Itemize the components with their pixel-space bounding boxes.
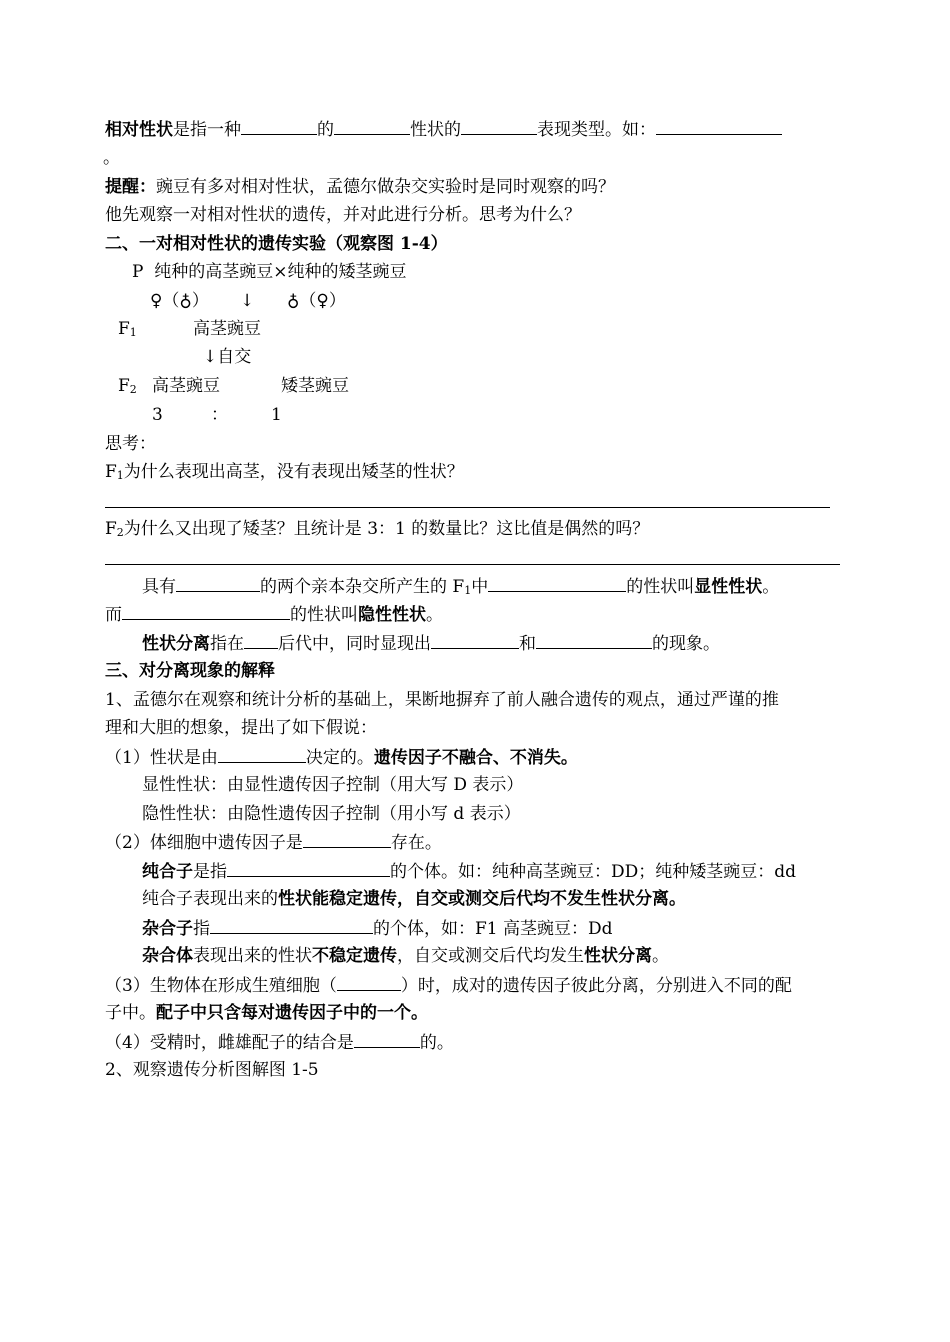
text: 和 xyxy=(519,634,536,654)
down-arrow-icon: ↓ xyxy=(240,291,255,311)
section-3-p1-line2: 理和大胆的想象，提出了如下假说： xyxy=(105,718,377,738)
text: 表现出来的性状 xyxy=(193,946,312,966)
text: 的个体，如：F1 高茎豌豆：Dd xyxy=(373,919,613,939)
text: 是指 xyxy=(193,862,227,882)
f2-sub: 2 xyxy=(129,383,137,396)
blank-homo[interactable] xyxy=(227,860,390,877)
ratio-left: 3 xyxy=(152,405,163,425)
recessive-trait-def: 隐性性状：由隐性遗传因子控制（用小写 d 表示） xyxy=(142,804,521,824)
blank-h2[interactable] xyxy=(303,831,391,848)
text: 决定的。 xyxy=(305,748,374,768)
blank-h1[interactable] xyxy=(218,746,306,763)
term-heterozygote: 杂合子 xyxy=(142,919,193,939)
text: 的性状叫 xyxy=(626,577,695,597)
ratio-right: 1 xyxy=(271,405,282,425)
answer-line-1[interactable] xyxy=(105,507,830,508)
text: 指在 xyxy=(210,634,244,654)
f1-letter: F xyxy=(118,319,130,339)
text: 中 xyxy=(471,577,489,597)
blank-h3[interactable] xyxy=(337,974,401,991)
section-3-p1-line1: 1、孟德尔在观察和统计分析的基础上，果断地摒弃了前人融合遗传的观点，通过严谨的推 xyxy=(105,690,779,710)
selfing-arrow: ↓自交 xyxy=(203,347,252,367)
text: ）时，成对的遗传因子彼此分离，分别进入不同的配 xyxy=(400,976,792,996)
text: 的现象。 xyxy=(652,634,720,654)
q1-text: 为什么表现出高茎，没有表现出矮茎的性状？ xyxy=(123,462,464,482)
answer-line-2[interactable] xyxy=(105,564,840,565)
relative-trait-line xyxy=(105,118,782,141)
think-q2 xyxy=(105,518,649,544)
blank-recessive[interactable] xyxy=(122,603,290,620)
segregation-line xyxy=(142,632,720,655)
term-dominant-trait: 显性性状 xyxy=(694,577,763,597)
hypothesis-3 xyxy=(105,974,792,997)
text: 的。 xyxy=(419,1033,454,1053)
text-bold: 性状能稳定遗传，自交或测交后代均不发生性状分离。 xyxy=(278,889,686,909)
recessive-line xyxy=(105,603,443,626)
sub: 1 xyxy=(464,584,472,597)
blank-1[interactable] xyxy=(241,118,317,135)
text: 而 xyxy=(105,605,122,625)
text: （3）生物体在形成生殖细胞（ xyxy=(105,976,337,996)
gender-left: ♀（♁） xyxy=(150,291,209,311)
dominant-trait-def: 显性性状：由显性遗传因子控制（用大写 D 表示） xyxy=(142,775,524,795)
term-homozygote: 纯合子 xyxy=(142,862,193,882)
q2-letter: F xyxy=(105,519,117,539)
f1-text: 高茎豌豆 xyxy=(193,319,261,339)
blank-h4[interactable] xyxy=(354,1031,420,1048)
heterozygote-line-2 xyxy=(142,945,669,967)
text: 的个体。如：纯种高茎豌豆：DD；纯种矮茎豌豆：dd xyxy=(390,862,797,882)
text-bold: 不稳定遗传 xyxy=(312,946,397,966)
homozygote-line xyxy=(142,860,796,883)
cross-p-line xyxy=(132,261,407,283)
heterozygote-line xyxy=(142,917,613,940)
text: 后代中，同时显现出 xyxy=(278,634,431,654)
hypothesis-1 xyxy=(105,746,578,769)
text: 存在。 xyxy=(390,833,442,853)
blank-2[interactable] xyxy=(334,118,410,135)
blank-seg-2[interactable] xyxy=(431,632,519,649)
q1-sub: 1 xyxy=(116,469,124,482)
blank-dominant-1[interactable] xyxy=(176,575,260,592)
think-label: 思考： xyxy=(105,434,156,454)
blank-het[interactable] xyxy=(210,917,373,934)
text: 是指一种 xyxy=(173,120,241,140)
reminder-line-2: 他先观察一对相对性状的遗传，并对此进行分析。思考为什么？ xyxy=(105,205,581,225)
dominant-line xyxy=(142,575,779,602)
homozygote-line-2 xyxy=(142,888,686,910)
f2-short: 矮茎豌豆 xyxy=(281,376,349,396)
text: （2）体细胞中遗传因子是 xyxy=(105,833,303,853)
text: 的 xyxy=(317,120,334,140)
point-2: 2、观察遗传分析图解图 1-5 xyxy=(105,1060,319,1080)
text: 。 xyxy=(652,946,669,966)
text: 具有 xyxy=(142,577,176,597)
p-label: P xyxy=(132,262,144,282)
section-2-title: 二、一对相对性状的遗传实验（观察图 1-4） xyxy=(105,234,448,254)
q2-sub: 2 xyxy=(116,526,124,539)
blank-example[interactable] xyxy=(656,118,782,135)
reminder-line xyxy=(105,176,615,198)
blank-seg-3[interactable] xyxy=(536,632,652,649)
text-bold: 性状分离 xyxy=(584,946,652,966)
hypothesis-3-line2 xyxy=(105,1002,428,1024)
ratio-colon: ： xyxy=(211,405,228,425)
text: 。 xyxy=(426,605,443,625)
p-text: 纯种的高茎豌豆×纯种的矮茎豌豆 xyxy=(154,262,407,282)
text-bold: 配子中只含每对遗传因子中的一个。 xyxy=(156,1003,428,1023)
text: 的两个亲本杂交所产生的 F xyxy=(260,577,465,597)
text: 表现类型。如： xyxy=(537,120,656,140)
f1-sub: 1 xyxy=(129,326,137,339)
text: ，自交或测交后代均发生 xyxy=(397,946,584,966)
text: 纯合子表现出来的 xyxy=(142,889,278,909)
term-heterozygote-2: 杂合体 xyxy=(142,946,193,966)
q2-text: 为什么又出现了矮茎？且统计是 3：1 的数量比？这比值是偶然的吗？ xyxy=(123,519,650,539)
text: 。 xyxy=(762,577,780,597)
term-recessive-trait: 隐性性状 xyxy=(358,605,426,625)
f2-tall: 高茎豌豆 xyxy=(152,376,220,396)
reminder-text: 豌豆有多对相对性状，孟德尔做杂交实验时是同时观察的吗？ xyxy=(156,177,615,197)
text: 性状的 xyxy=(410,120,461,140)
think-q1 xyxy=(105,461,464,487)
term-relative-trait: 相对性状 xyxy=(105,120,173,140)
section-3-title: 三、对分离现象的解释 xyxy=(105,661,275,681)
text: 指 xyxy=(193,919,210,939)
f1-label xyxy=(118,318,137,344)
q1-letter: F xyxy=(105,462,117,482)
blank-3[interactable] xyxy=(461,118,537,135)
hypothesis-2 xyxy=(105,831,442,854)
term-segregation: 性状分离 xyxy=(142,634,210,654)
f2-label xyxy=(118,375,137,401)
gender-right: ♁（♀） xyxy=(287,291,346,311)
blank-dominant-2[interactable] xyxy=(488,575,626,592)
text: 子中。 xyxy=(105,1003,156,1023)
text-bold: 遗传因子不融合、不消失。 xyxy=(373,748,578,768)
text: （1）性状是由 xyxy=(105,748,218,768)
text: （4）受精时，雌雄配子的结合是 xyxy=(105,1033,354,1053)
blank-seg-1[interactable] xyxy=(244,632,278,649)
f2-letter: F xyxy=(118,376,130,396)
reminder-label: 提醒： xyxy=(105,177,156,197)
hypothesis-4 xyxy=(105,1031,454,1054)
period: 。 xyxy=(103,148,120,168)
text: 的性状叫 xyxy=(290,605,358,625)
